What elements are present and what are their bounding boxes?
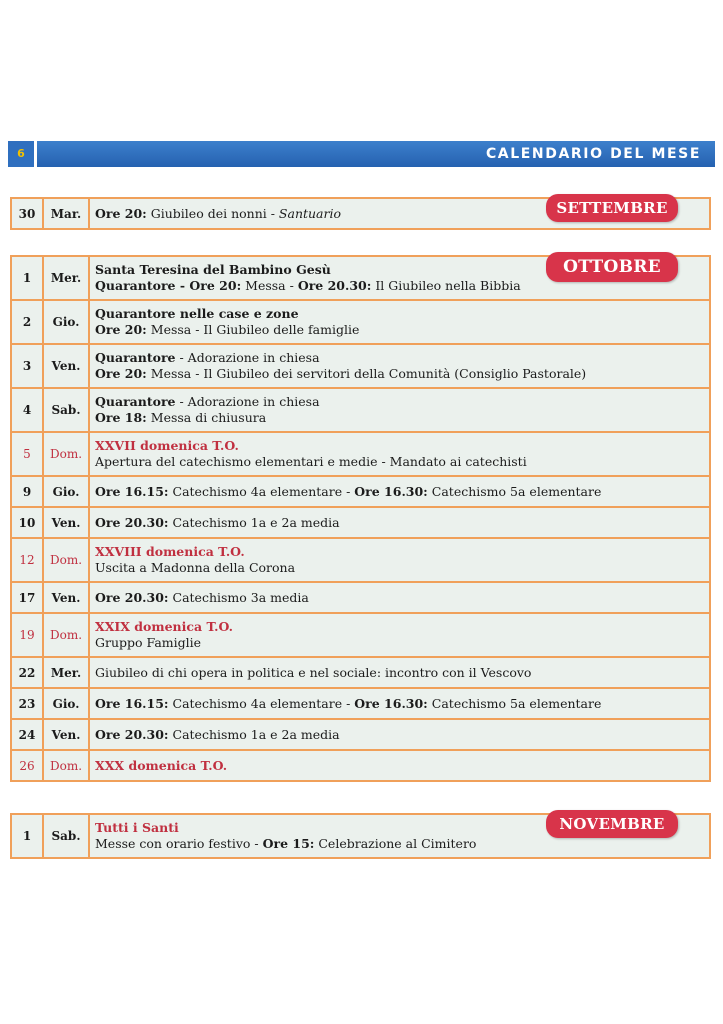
event-time: Ore 20:	[95, 205, 147, 221]
event-text: Giubileo di chi opera in politica e nel sociale: incontro con il Vescovo	[95, 664, 532, 680]
event-text: Catechismo 4a elementare -	[168, 483, 355, 499]
day-number: 30	[11, 198, 43, 229]
event-text: Celebrazione al Cimitero	[314, 836, 477, 851]
weekday: Dom.	[43, 613, 89, 657]
day-number: 12	[11, 538, 43, 582]
table-row	[11, 300, 710, 344]
holiday-title: Tutti i Santi	[95, 820, 179, 835]
sunday-title: XXIX domenica T.O.	[95, 619, 234, 634]
section-ottobre	[10, 255, 711, 782]
event-description	[89, 344, 710, 388]
table-row	[11, 688, 710, 719]
event-description	[89, 582, 710, 613]
weekday: Mer.	[43, 657, 89, 688]
table-row	[11, 388, 710, 432]
event-text: Catechismo 1a e 2a media	[168, 726, 340, 742]
event-text: - Adorazione in chiesa	[175, 350, 320, 365]
event-time: Ore 16.15:	[95, 695, 169, 711]
event-description	[89, 538, 710, 582]
event-time: Ore 20:	[95, 322, 147, 337]
event-location: Santuario	[278, 205, 342, 221]
weekday: Sab.	[43, 388, 89, 432]
sunday-title: XXVII domenica T.O.	[95, 438, 239, 453]
weekday: Sab.	[43, 814, 89, 858]
weekday: Mar.	[43, 198, 89, 229]
day-number: 5	[11, 432, 43, 476]
weekday: Gio.	[43, 476, 89, 507]
day-number: 23	[11, 688, 43, 719]
table-row	[11, 344, 710, 388]
event-text: Catechismo 4a elementare -	[168, 695, 355, 711]
day-number: 19	[11, 613, 43, 657]
weekday: Gio.	[43, 300, 89, 344]
sunday-title: XXVIII domenica T.O.	[95, 544, 245, 559]
month-badge-novembre: NOVEMBRE	[546, 810, 678, 838]
event-description	[89, 657, 710, 688]
event-text: Catechismo 5a elementare	[427, 483, 602, 499]
section-settembre	[10, 197, 711, 230]
event-description	[89, 388, 710, 432]
event-text: Messa -	[241, 278, 298, 293]
event-description	[89, 719, 710, 750]
day-number: 24	[11, 719, 43, 750]
event-text: Catechismo 5a elementare	[427, 695, 602, 711]
weekday: Ven.	[43, 582, 89, 613]
day-number: 2	[11, 300, 43, 344]
event-description	[89, 613, 710, 657]
day-number: 17	[11, 582, 43, 613]
event-description	[89, 300, 710, 344]
event-description	[89, 688, 710, 719]
event-text: Gruppo Famiglie	[95, 635, 202, 650]
day-number: 10	[11, 507, 43, 538]
event-text: Messe con orario festivo -	[95, 836, 263, 851]
table-row	[11, 657, 710, 688]
event-time: Ore 18:	[95, 410, 147, 425]
page-number: 6	[8, 141, 34, 167]
event-text: Apertura del catechismo elementari e medie - Mandato ai catechisti	[95, 454, 527, 469]
event-time: Ore 20.30:	[95, 726, 169, 742]
event-description	[89, 476, 710, 507]
table-row	[11, 507, 710, 538]
weekday: Ven.	[43, 507, 89, 538]
weekday: Dom.	[43, 750, 89, 781]
sunday-title: XXX domenica T.O.	[95, 757, 228, 773]
table-row	[11, 538, 710, 582]
event-text: Uscita a Madonna della Corona	[95, 560, 296, 575]
event-time: Ore 16.30:	[354, 695, 428, 711]
header-title: CALENDARIO DEL MESE	[485, 146, 701, 162]
weekday: Mer.	[43, 256, 89, 300]
event-time: Ore 20.30:	[297, 278, 372, 293]
month-badge-ottobre: OTTOBRE	[546, 252, 678, 282]
event-description	[89, 507, 710, 538]
event-time: Ore 16.15:	[95, 483, 169, 499]
table-row	[11, 432, 710, 476]
event-text: Messa di chiusura	[146, 410, 267, 425]
event-title: Quarantore nelle case e zone	[95, 306, 299, 321]
event-text: - Adorazione in chiesa	[175, 394, 320, 409]
event-time: Ore 20:	[95, 366, 147, 381]
day-number: 26	[11, 750, 43, 781]
weekday: Gio.	[43, 688, 89, 719]
table-row	[11, 582, 710, 613]
event-description	[89, 432, 710, 476]
day-number: 1	[11, 814, 43, 858]
day-number: 1	[11, 256, 43, 300]
table-row	[11, 613, 710, 657]
event-text: Messa - Il Giubileo dei servitori della Comunità (Consiglio Pastorale)	[146, 366, 587, 381]
ottobre-table	[10, 255, 711, 782]
event-time: Ore 20.30:	[95, 514, 169, 530]
table-row	[11, 750, 710, 781]
event-title: Quarantore	[95, 394, 176, 409]
weekday: Ven.	[43, 719, 89, 750]
event-description	[89, 750, 710, 781]
day-number: 3	[11, 344, 43, 388]
month-badge-settembre: SETTEMBRE	[546, 194, 678, 222]
event-title: Quarantore	[95, 350, 176, 365]
event-time: Ore 20.30:	[95, 589, 169, 605]
event-time: Ore 16.30:	[354, 483, 428, 499]
weekday: Dom.	[43, 432, 89, 476]
event-text: Catechismo 3a media	[168, 589, 309, 605]
day-number: 22	[11, 657, 43, 688]
weekday: Ven.	[43, 344, 89, 388]
day-number: 4	[11, 388, 43, 432]
event-time: Ore 15:	[262, 836, 315, 851]
event-text: Catechismo 1a e 2a media	[168, 514, 340, 530]
event-text: Messa - Il Giubileo delle famiglie	[146, 322, 360, 337]
section-novembre	[10, 813, 711, 859]
event-time: Quarantore - Ore 20:	[95, 278, 242, 293]
event-text: Giubileo dei nonni -	[146, 205, 279, 221]
weekday: Dom.	[43, 538, 89, 582]
event-text: Il Giubileo nella Bibbia	[371, 278, 521, 293]
table-row	[11, 476, 710, 507]
table-row	[11, 719, 710, 750]
page-header	[0, 141, 723, 167]
event-title: Santa Teresina del Bambino Gesù	[95, 262, 331, 277]
header-bar	[37, 141, 715, 167]
day-number: 9	[11, 476, 43, 507]
